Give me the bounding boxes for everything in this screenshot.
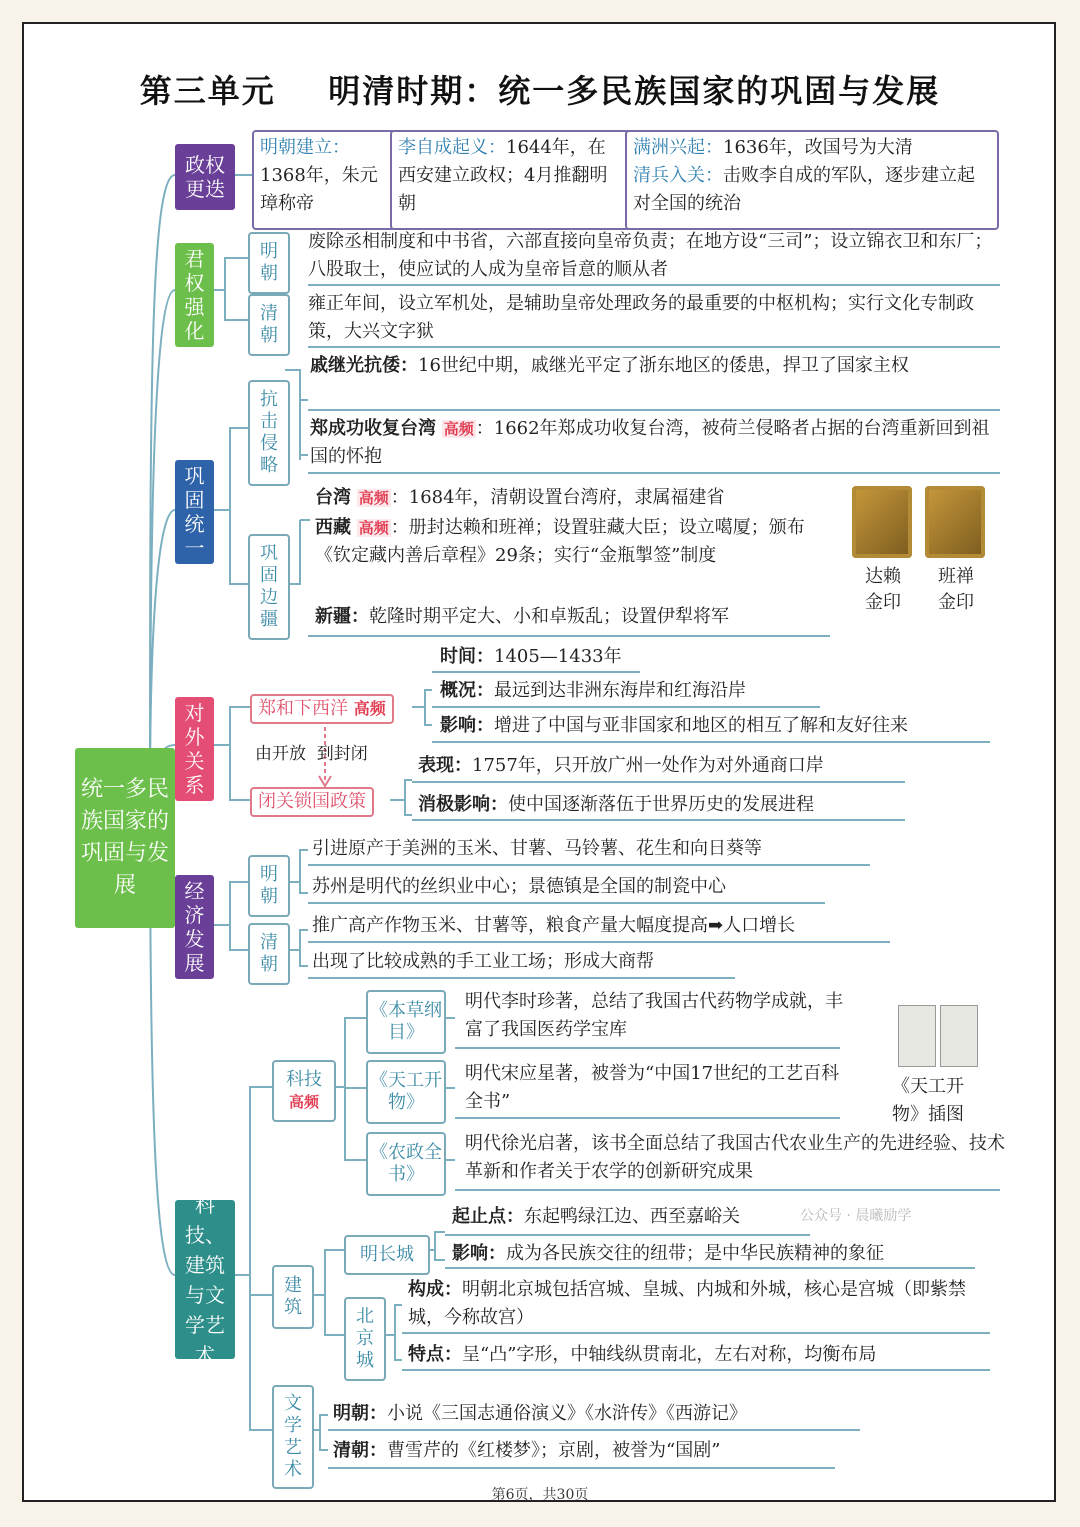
- cl-neg-key: 消极影响：: [418, 794, 508, 815]
- regime-qing-box: [625, 130, 999, 230]
- open-to-closed-note: 由开放 到封闭: [255, 744, 368, 764]
- dalai-seal-image: [852, 486, 912, 558]
- wall-effect-val: 成为各民族交往的纽带；是中华民族精神的象征: [506, 1243, 884, 1264]
- lit-ming: [333, 1400, 747, 1428]
- tiangong-text: 明代宋应星著，被誉为“中国17世纪的工艺百科全书”: [465, 1063, 840, 1112]
- regime-ming-text: 1368年，朱元璋称帝: [260, 165, 378, 214]
- bj-feat: [408, 1341, 876, 1369]
- nongzheng-text: 明代徐光启著，该书全面总结了我国古代农业生产的先进经验、技术革新和作者关于农学的创新研究成果: [465, 1133, 1005, 1182]
- resist-label: 抗击侵略: [248, 380, 290, 486]
- tiangong-illustration-left: [898, 1005, 936, 1067]
- power-node: 君权强化: [175, 243, 214, 347]
- dalai-seal-caption: 达赖金印: [865, 566, 901, 613]
- regime-qing-entry-key: 清兵入关：: [633, 165, 723, 186]
- zh-time-val: 1405—1433年: [494, 646, 622, 667]
- nongzheng-label: 《农政全书》: [366, 1132, 446, 1196]
- lit-qing: [333, 1437, 720, 1465]
- bencao-text: 明代李时珍著，总结了我国古代药物学成就，丰富了我国医药学宝库: [465, 991, 843, 1040]
- bj-struct-key: 构成：: [408, 1279, 462, 1300]
- regime-li-key: 李自成起义：: [398, 137, 506, 158]
- closed-policy-box: 闭关锁国政策: [250, 787, 374, 817]
- econ-ming-1: 引进原产于美洲的玉米、甘薯、马铃薯、花生和向日葵等: [312, 838, 762, 859]
- xinjiang-key: 新疆：: [315, 606, 369, 627]
- zheng-hot-tag: 高频: [443, 420, 474, 438]
- econ-ming-2: 苏州是明代的丝织业中心；景德镇是全国的制瓷中心: [312, 876, 726, 897]
- tiangong-caption: 《天工开物》插图: [892, 1076, 964, 1125]
- zh-effect: [440, 712, 908, 740]
- lit-qing-val: 曹雪芹的《红楼梦》；京剧，被誉为“国剧”: [387, 1440, 721, 1461]
- zhenghe-label: 郑和下西洋: [258, 698, 348, 719]
- tech-label: [272, 1060, 336, 1122]
- taiwan-hot-tag: 高频: [358, 489, 389, 507]
- cl-show: [418, 752, 824, 780]
- foreign-node: 对外关系: [175, 697, 214, 801]
- wall-range-key: 起止点：: [452, 1206, 524, 1227]
- zh-time: [440, 643, 622, 671]
- power-ming-label: 明朝: [248, 232, 290, 294]
- panchen-seal-caption: 班禅金印: [938, 566, 974, 613]
- culture-node: 科技、建筑与文学艺术: [175, 1200, 235, 1359]
- zheng-text: ：1662年郑成功收复台湾，被荷兰侵略者占据的台湾重新回到祖国的怀抱: [310, 418, 990, 467]
- zheng-item: [310, 415, 1005, 471]
- regime-li-text: 1644年，在西安建立政权；4月推翻明朝: [398, 137, 608, 214]
- zh-overview-key: 概况：: [440, 680, 494, 701]
- bj-feat-val: 呈“凸”字形，中轴线纵贯南北，左右对称，均衡布局: [462, 1344, 877, 1365]
- page-title: 第三单元 明清时期：统一多民族国家的巩固与发展: [139, 72, 941, 110]
- tibet-text: ：册封达赖和班禅；设置驻藏大臣；设立噶厦；颁布《钦定藏内善后章程》29条；实行“金瓶掣签”制度: [315, 517, 805, 566]
- zh-overview-val: 最远到达非洲东海岸和红海沿岸: [494, 680, 746, 701]
- econ-qing-1: 推广高产作物玉米、甘薯等，粮食产量大幅度提高➡人口增长: [312, 915, 796, 936]
- zh-overview: [440, 677, 746, 705]
- tibet-hot-tag: 高频: [358, 519, 389, 537]
- panchen-seal-image: [925, 486, 985, 558]
- zheng-key: 郑成功收复台湾: [310, 418, 436, 439]
- bj-struct-val: 明朝北京城包括宫城、皇城、内城和外城，核心是宫城（即紫禁城，今称故宫）: [408, 1279, 966, 1328]
- tiangong-label: 《天工开物》: [366, 1060, 446, 1124]
- wall-effect-key: 影响：: [452, 1243, 506, 1264]
- root-node: 统一多民族国家的巩固与发展: [75, 748, 175, 928]
- zh-time-key: 时间：: [440, 646, 494, 667]
- bj-struct: [408, 1276, 993, 1332]
- xinjiang-item: [315, 603, 835, 631]
- beijing-label: 北京城: [344, 1297, 386, 1381]
- zh-effect-val: 增进了中国与亚非国家和地区的相互了解和友好往来: [494, 715, 908, 736]
- qi-item: [310, 352, 1000, 380]
- qi-key: 戚继光抗倭：: [310, 355, 418, 376]
- regime-ming-key: 明朝建立：: [260, 137, 350, 158]
- power-qing-label: 清朝: [248, 294, 290, 356]
- power-ming-text: 废除丞相制度和中书省，六部直接向皇帝负责；在地方设“三司”；设立锦衣卫和东厂；八股取士，使应试的人成为皇帝旨意的顺从者: [308, 231, 993, 280]
- tech-hot-tag: 高频: [288, 1093, 319, 1111]
- regime-qing-entry-text: 击败李自成的军队，逐步建立起对全国的统治: [633, 165, 975, 214]
- lit-ming-val: 小说《三国志通俗演义》《水浒传》《西游记》: [387, 1403, 747, 1424]
- cl-neg-val: 使中国逐渐落伍于世界历史的发展进程: [508, 794, 814, 815]
- wall-effect: [452, 1240, 884, 1268]
- econ-ming-label: 明朝: [248, 855, 290, 917]
- taiwan-item: [315, 484, 835, 512]
- zh-effect-key: 影响：: [440, 715, 494, 736]
- tibet-item: [315, 514, 835, 570]
- economy-node: 经济发展: [175, 875, 214, 979]
- regime-manchu-key: 满洲兴起：: [633, 137, 723, 158]
- zhenghe-box: [250, 694, 394, 724]
- cl-neg: [418, 791, 814, 819]
- bencao-label: 《本草纲目》: [366, 990, 446, 1054]
- power-qing-text: 雍正年间，设立军机处，是辅助皇帝处理政务的最重要的中枢机构；实行文化专制政策，大兴文字狱: [308, 293, 974, 342]
- econ-qing-label: 清朝: [248, 923, 290, 985]
- tiangong-illustration-right: [940, 1005, 978, 1067]
- wall-range: [452, 1203, 740, 1231]
- lit-label: 文学艺术: [272, 1385, 314, 1489]
- border-label: 巩固边疆: [248, 534, 290, 640]
- arch-label: 建筑: [272, 1265, 314, 1329]
- cl-show-key: 表现：: [418, 755, 472, 776]
- taiwan-key: 台湾: [315, 487, 351, 508]
- bj-feat-key: 特点：: [408, 1344, 462, 1365]
- page-footer: 第6页，共30页: [491, 1487, 589, 1503]
- cl-show-val: 1757年，只开放广州一处作为对外通商口岸: [472, 755, 824, 776]
- unity-node: 巩固统一: [175, 460, 214, 564]
- lit-ming-key: 明朝：: [333, 1403, 387, 1424]
- taiwan-text: ：1684年，清朝设置台湾府，隶属福建省: [390, 487, 725, 508]
- wall-range-val: 东起鸭绿江边、西至嘉峪关: [524, 1206, 740, 1227]
- wall-label: 明长城: [344, 1235, 430, 1275]
- regime-node: 政权更迭: [175, 144, 235, 210]
- regime-manchu-text: 1636年，改国号为大清: [723, 137, 913, 158]
- regime-ming-box: [252, 130, 396, 230]
- zhenghe-hot-tag: 高频: [353, 699, 386, 718]
- lit-qing-key: 清朝：: [333, 1440, 387, 1461]
- watermark: 公众号 · 晨曦励学: [800, 1208, 912, 1224]
- econ-qing-2: 出现了比较成熟的手工业工场；形成大商帮: [312, 951, 654, 972]
- tibet-key: 西藏: [315, 517, 351, 538]
- xinjiang-text: 乾隆时期平定大、小和卓叛乱；设置伊犁将军: [369, 606, 729, 627]
- qi-text: 16世纪中期，戚继光平定了浙东地区的倭患，捍卫了国家主权: [418, 355, 909, 376]
- tech-label-text: 科技: [286, 1069, 322, 1090]
- regime-li-box: [390, 130, 631, 230]
